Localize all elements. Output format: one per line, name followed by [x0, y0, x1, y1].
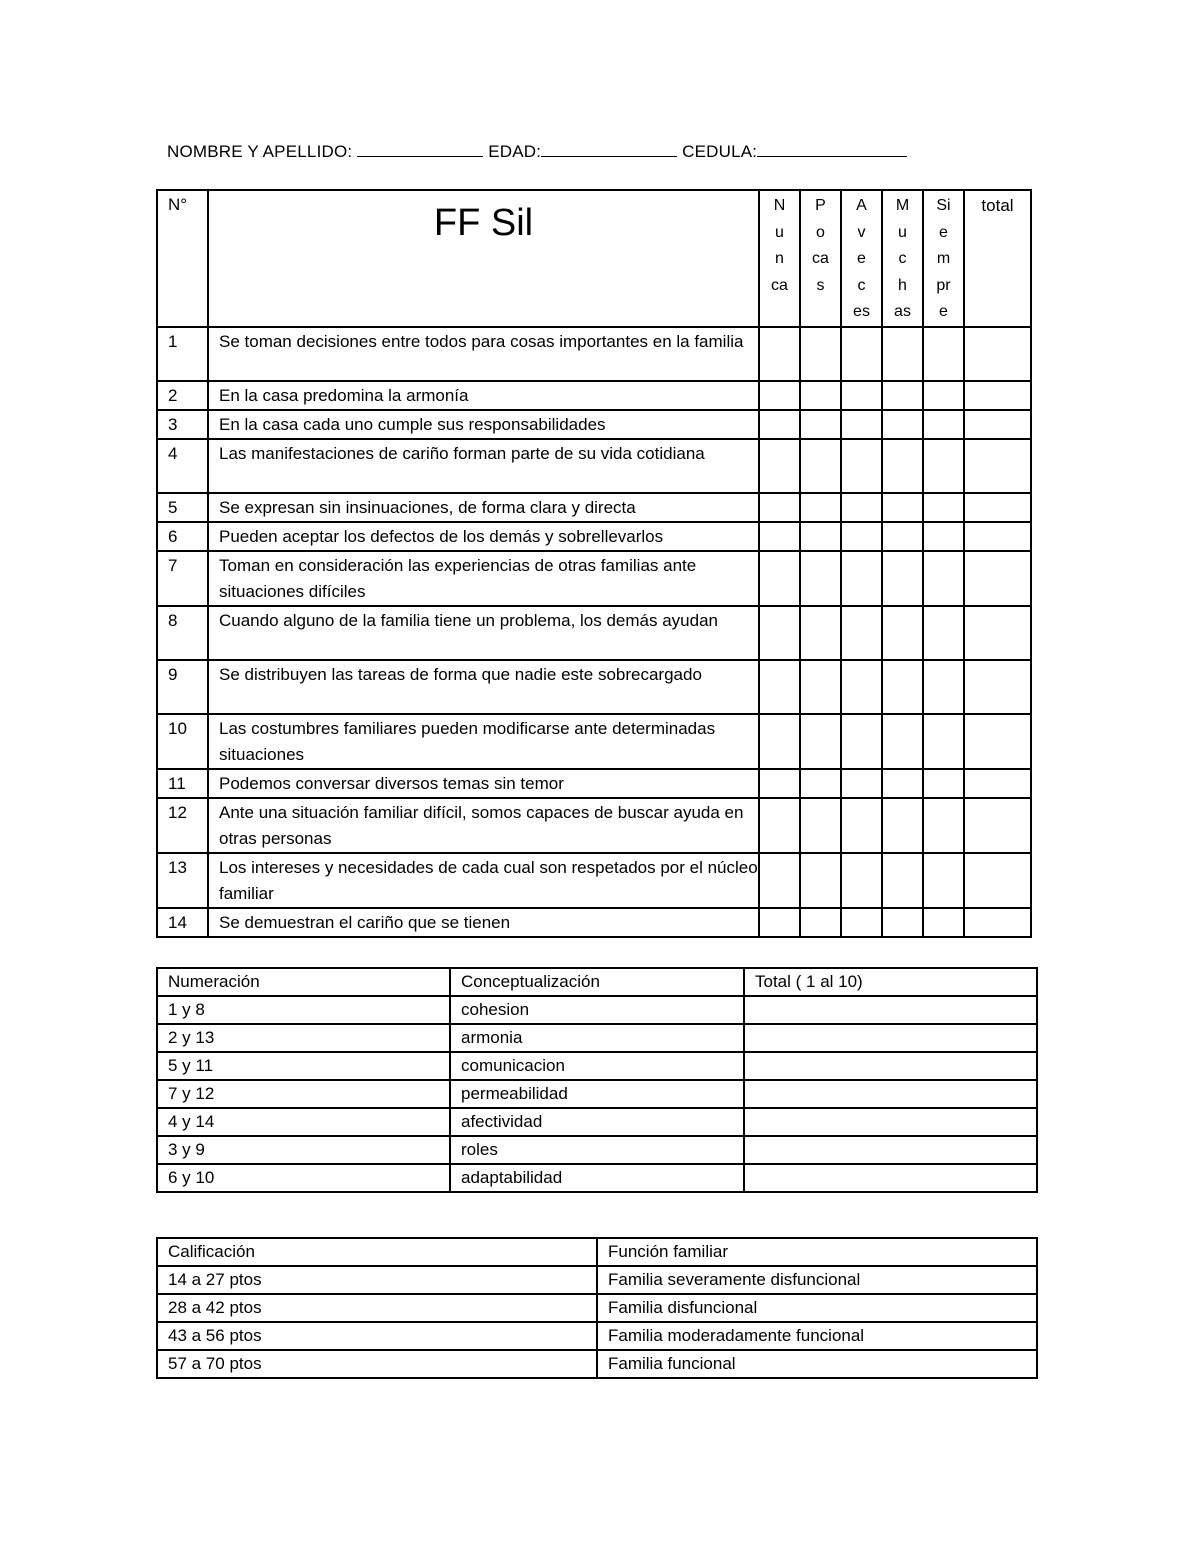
scoring-row: [157, 1266, 1037, 1294]
question-row: [157, 493, 1031, 522]
option-header-siempre: Si e m pr e: [923, 190, 964, 327]
question-text: Podemos conversar diversos temas sin temor: [208, 769, 759, 798]
answer-cell-total[interactable]: [964, 493, 1031, 522]
answer-cell-muchas[interactable]: [882, 853, 923, 908]
questionnaire-title: FF Sil: [433, 202, 534, 244]
question-number: 10: [157, 714, 208, 769]
age-field[interactable]: [541, 142, 677, 157]
question-text: Las costumbres familiares pueden modificarse ante determinadas situaciones: [208, 714, 759, 769]
answer-cell-muchas[interactable]: [882, 439, 923, 493]
item-pair: 4 y 14: [157, 1108, 450, 1136]
answer-cell-nunca[interactable]: [759, 798, 800, 853]
dimension-row: [157, 1108, 1037, 1136]
question-text: Se expresan sin insinuaciones, de forma clara y directa: [208, 493, 759, 522]
number-column-header: N°: [157, 190, 208, 327]
answer-cell-siempre[interactable]: [923, 439, 964, 493]
answer-cell-total[interactable]: [964, 522, 1031, 551]
dimension-name: comunicacion: [450, 1052, 744, 1080]
answer-cell-aveces[interactable]: [841, 439, 882, 493]
answer-cell-total[interactable]: [964, 660, 1031, 714]
question-text: Se toman decisiones entre todos para cosas importantes en la familia: [208, 327, 759, 381]
question-row: [157, 714, 1031, 769]
item-pair: 1 y 8: [157, 996, 450, 1024]
question-row: [157, 769, 1031, 798]
answer-cell-nunca[interactable]: [759, 327, 800, 381]
question-text: Se distribuyen las tareas de forma que nadie este sobrecargado: [208, 660, 759, 714]
answer-cell-nunca[interactable]: [759, 606, 800, 660]
ffsil-header-row: [157, 190, 1031, 327]
answer-cell-total[interactable]: [964, 853, 1031, 908]
answer-cell-muchas[interactable]: [882, 410, 923, 439]
question-row: [157, 551, 1031, 606]
answer-cell-total[interactable]: [964, 798, 1031, 853]
answer-cell-nunca[interactable]: [759, 493, 800, 522]
answer-cell-total[interactable]: [964, 606, 1031, 660]
dimension-row: [157, 1052, 1037, 1080]
family-function: Familia funcional: [597, 1350, 1037, 1378]
question-number: 2: [157, 381, 208, 410]
answer-cell-muchas[interactable]: [882, 493, 923, 522]
question-row: [157, 327, 1031, 381]
question-text: Toman en consideración las experiencias de otras familias ante situaciones difíciles: [208, 551, 759, 606]
question-text: Pueden aceptar los defectos de los demás y sobrellevarlos: [208, 522, 759, 551]
answer-cell-siempre[interactable]: [923, 769, 964, 798]
answer-cell-pocas[interactable]: [800, 714, 841, 769]
item-pair: 2 y 13: [157, 1024, 450, 1052]
question-text: Los intereses y necesidades de cada cual son respetados por el núcleo familiar: [208, 853, 759, 908]
dimensions-table: [156, 967, 1038, 1193]
score-range: 28 a 42 ptos: [157, 1294, 597, 1322]
item-pair: 5 y 11: [157, 1052, 450, 1080]
question-text: Ante una situación familiar difícil, somos capaces de buscar ayuda en otras personas: [208, 798, 759, 853]
dimension-name: adaptabilidad: [450, 1164, 744, 1192]
item-pair: 3 y 9: [157, 1136, 450, 1164]
option-header-aveces: A v e c es: [841, 190, 882, 327]
answer-cell-aveces[interactable]: [841, 714, 882, 769]
dimension-total[interactable]: [744, 1108, 1037, 1136]
question-number: 13: [157, 853, 208, 908]
answer-cell-aveces[interactable]: [841, 327, 882, 381]
option-header-nunca: N u n ca: [759, 190, 800, 327]
question-text: Cuando alguno de la familia tiene un problema, los demás ayudan: [208, 606, 759, 660]
personal-data-line: [167, 142, 907, 162]
answer-cell-nunca[interactable]: [759, 714, 800, 769]
dimension-total[interactable]: [744, 1164, 1037, 1192]
option-header-muchas: M u c h as: [882, 190, 923, 327]
questionnaire-title-cell: [208, 190, 759, 327]
scoring-row: [157, 1294, 1037, 1322]
dimension-total-header: Total ( 1 al 10): [744, 968, 1037, 996]
score-range: 57 a 70 ptos: [157, 1350, 597, 1378]
dimension-name: afectividad: [450, 1108, 744, 1136]
answer-cell-pocas[interactable]: [800, 493, 841, 522]
answer-cell-siempre[interactable]: [923, 908, 964, 937]
question-number: 5: [157, 493, 208, 522]
answer-cell-muchas[interactable]: [882, 660, 923, 714]
item-pair: 6 y 10: [157, 1164, 450, 1192]
question-row: [157, 908, 1031, 937]
question-row: [157, 439, 1031, 493]
answer-cell-aveces[interactable]: [841, 551, 882, 606]
dimension-row: [157, 1080, 1037, 1108]
scoring-table: [156, 1237, 1038, 1379]
answer-cell-aveces[interactable]: [841, 493, 882, 522]
dimension-name: permeabilidad: [450, 1080, 744, 1108]
dimensions-header-row: [157, 968, 1037, 996]
answer-cell-nunca[interactable]: [759, 551, 800, 606]
score-range: 14 a 27 ptos: [157, 1266, 597, 1294]
dimension-total[interactable]: [744, 1080, 1037, 1108]
answer-cell-total[interactable]: [964, 714, 1031, 769]
answer-cell-aveces[interactable]: [841, 769, 882, 798]
answer-cell-siempre[interactable]: [923, 660, 964, 714]
answer-cell-nunca[interactable]: [759, 522, 800, 551]
answer-cell-aveces[interactable]: [841, 660, 882, 714]
family-function: Familia severamente disfuncional: [597, 1266, 1037, 1294]
answer-cell-nunca[interactable]: [759, 769, 800, 798]
dimension-total[interactable]: [744, 1052, 1037, 1080]
answer-cell-total[interactable]: [964, 769, 1031, 798]
answer-cell-nunca[interactable]: [759, 410, 800, 439]
question-number: 9: [157, 660, 208, 714]
dimension-name: roles: [450, 1136, 744, 1164]
answer-cell-pocas[interactable]: [800, 522, 841, 551]
answer-cell-muchas[interactable]: [882, 551, 923, 606]
id-field[interactable]: [757, 142, 907, 157]
question-number: 14: [157, 908, 208, 937]
family-function: Familia disfuncional: [597, 1294, 1037, 1322]
answer-cell-aveces[interactable]: [841, 381, 882, 410]
answer-cell-muchas[interactable]: [882, 798, 923, 853]
question-number: 6: [157, 522, 208, 551]
answer-cell-pocas[interactable]: [800, 381, 841, 410]
answer-cell-pocas[interactable]: [800, 660, 841, 714]
age-label: EDAD:: [488, 142, 542, 161]
answer-cell-pocas[interactable]: [800, 606, 841, 660]
name-label: NOMBRE Y APELLIDO:: [167, 142, 353, 161]
answer-cell-total[interactable]: [964, 381, 1031, 410]
answer-cell-siempre[interactable]: [923, 493, 964, 522]
answer-cell-muchas[interactable]: [882, 381, 923, 410]
question-row: [157, 853, 1031, 908]
answer-cell-nunca[interactable]: [759, 660, 800, 714]
question-text: En la casa predomina la armonía: [208, 381, 759, 410]
total-column-header: total: [964, 190, 1031, 327]
dimension-total[interactable]: [744, 1024, 1037, 1052]
id-label: CEDULA:: [682, 142, 758, 161]
dimension-row: [157, 1136, 1037, 1164]
answer-cell-siempre[interactable]: [923, 410, 964, 439]
dimension-name: armonia: [450, 1024, 744, 1052]
question-row: [157, 606, 1031, 660]
numeracion-header: Numeración: [157, 968, 450, 996]
answer-cell-pocas[interactable]: [800, 798, 841, 853]
dimension-row: [157, 1024, 1037, 1052]
question-number: 12: [157, 798, 208, 853]
answer-cell-pocas[interactable]: [800, 410, 841, 439]
scoring-row: [157, 1350, 1037, 1378]
answer-cell-aveces[interactable]: [841, 798, 882, 853]
answer-cell-siempre[interactable]: [923, 714, 964, 769]
name-field[interactable]: [357, 142, 483, 157]
answer-cell-siempre[interactable]: [923, 798, 964, 853]
question-text: Se demuestran el cariño que se tienen: [208, 908, 759, 937]
funcion-familiar-header: Función familiar: [597, 1238, 1037, 1266]
question-row: [157, 798, 1031, 853]
answer-cell-aveces[interactable]: [841, 908, 882, 937]
answer-cell-muchas[interactable]: [882, 327, 923, 381]
answer-cell-siempre[interactable]: [923, 853, 964, 908]
family-function: Familia moderadamente funcional: [597, 1322, 1037, 1350]
answer-cell-muchas[interactable]: [882, 522, 923, 551]
dimension-total[interactable]: [744, 1136, 1037, 1164]
answer-cell-muchas[interactable]: [882, 769, 923, 798]
question-number: 11: [157, 769, 208, 798]
answer-cell-total[interactable]: [964, 439, 1031, 493]
item-pair: 7 y 12: [157, 1080, 450, 1108]
answer-cell-pocas[interactable]: [800, 327, 841, 381]
scoring-header-row: [157, 1238, 1037, 1266]
answer-cell-pocas[interactable]: [800, 853, 841, 908]
answer-cell-siempre[interactable]: [923, 381, 964, 410]
ffsil-questionnaire-table: [156, 189, 1032, 938]
question-row: [157, 522, 1031, 551]
score-range: 43 a 56 ptos: [157, 1322, 597, 1350]
answer-cell-total[interactable]: [964, 908, 1031, 937]
answer-cell-muchas[interactable]: [882, 606, 923, 660]
answer-cell-nunca[interactable]: [759, 908, 800, 937]
answer-cell-total[interactable]: [964, 410, 1031, 439]
dimension-name: cohesion: [450, 996, 744, 1024]
answer-cell-siempre[interactable]: [923, 551, 964, 606]
question-row: [157, 381, 1031, 410]
answer-cell-aveces[interactable]: [841, 410, 882, 439]
answer-cell-nunca[interactable]: [759, 853, 800, 908]
answer-cell-total[interactable]: [964, 551, 1031, 606]
calificacion-header: Calificación: [157, 1238, 597, 1266]
answer-cell-muchas[interactable]: [882, 908, 923, 937]
scoring-row: [157, 1322, 1037, 1350]
answer-cell-siempre[interactable]: [923, 327, 964, 381]
question-number: 1: [157, 327, 208, 381]
answer-cell-aveces[interactable]: [841, 853, 882, 908]
conceptualizacion-header: Conceptualización: [450, 968, 744, 996]
answer-cell-siempre[interactable]: [923, 522, 964, 551]
question-row: [157, 410, 1031, 439]
option-header-pocas: P o ca s: [800, 190, 841, 327]
dimension-row: [157, 1164, 1037, 1192]
question-number: 3: [157, 410, 208, 439]
answer-cell-pocas[interactable]: [800, 908, 841, 937]
question-number: 7: [157, 551, 208, 606]
answer-cell-nunca[interactable]: [759, 381, 800, 410]
answer-cell-aveces[interactable]: [841, 522, 882, 551]
answer-cell-pocas[interactable]: [800, 769, 841, 798]
answer-cell-aveces[interactable]: [841, 606, 882, 660]
question-row: [157, 660, 1031, 714]
dimension-row: [157, 996, 1037, 1024]
answer-cell-pocas[interactable]: [800, 551, 841, 606]
answer-cell-nunca[interactable]: [759, 439, 800, 493]
question-text: En la casa cada uno cumple sus responsabilidades: [208, 410, 759, 439]
answer-cell-pocas[interactable]: [800, 439, 841, 493]
answer-cell-muchas[interactable]: [882, 714, 923, 769]
answer-cell-total[interactable]: [964, 327, 1031, 381]
answer-cell-siempre[interactable]: [923, 606, 964, 660]
question-number: 8: [157, 606, 208, 660]
question-text: Las manifestaciones de cariño forman parte de su vida cotidiana: [208, 439, 759, 493]
dimension-total[interactable]: [744, 996, 1037, 1024]
question-number: 4: [157, 439, 208, 493]
